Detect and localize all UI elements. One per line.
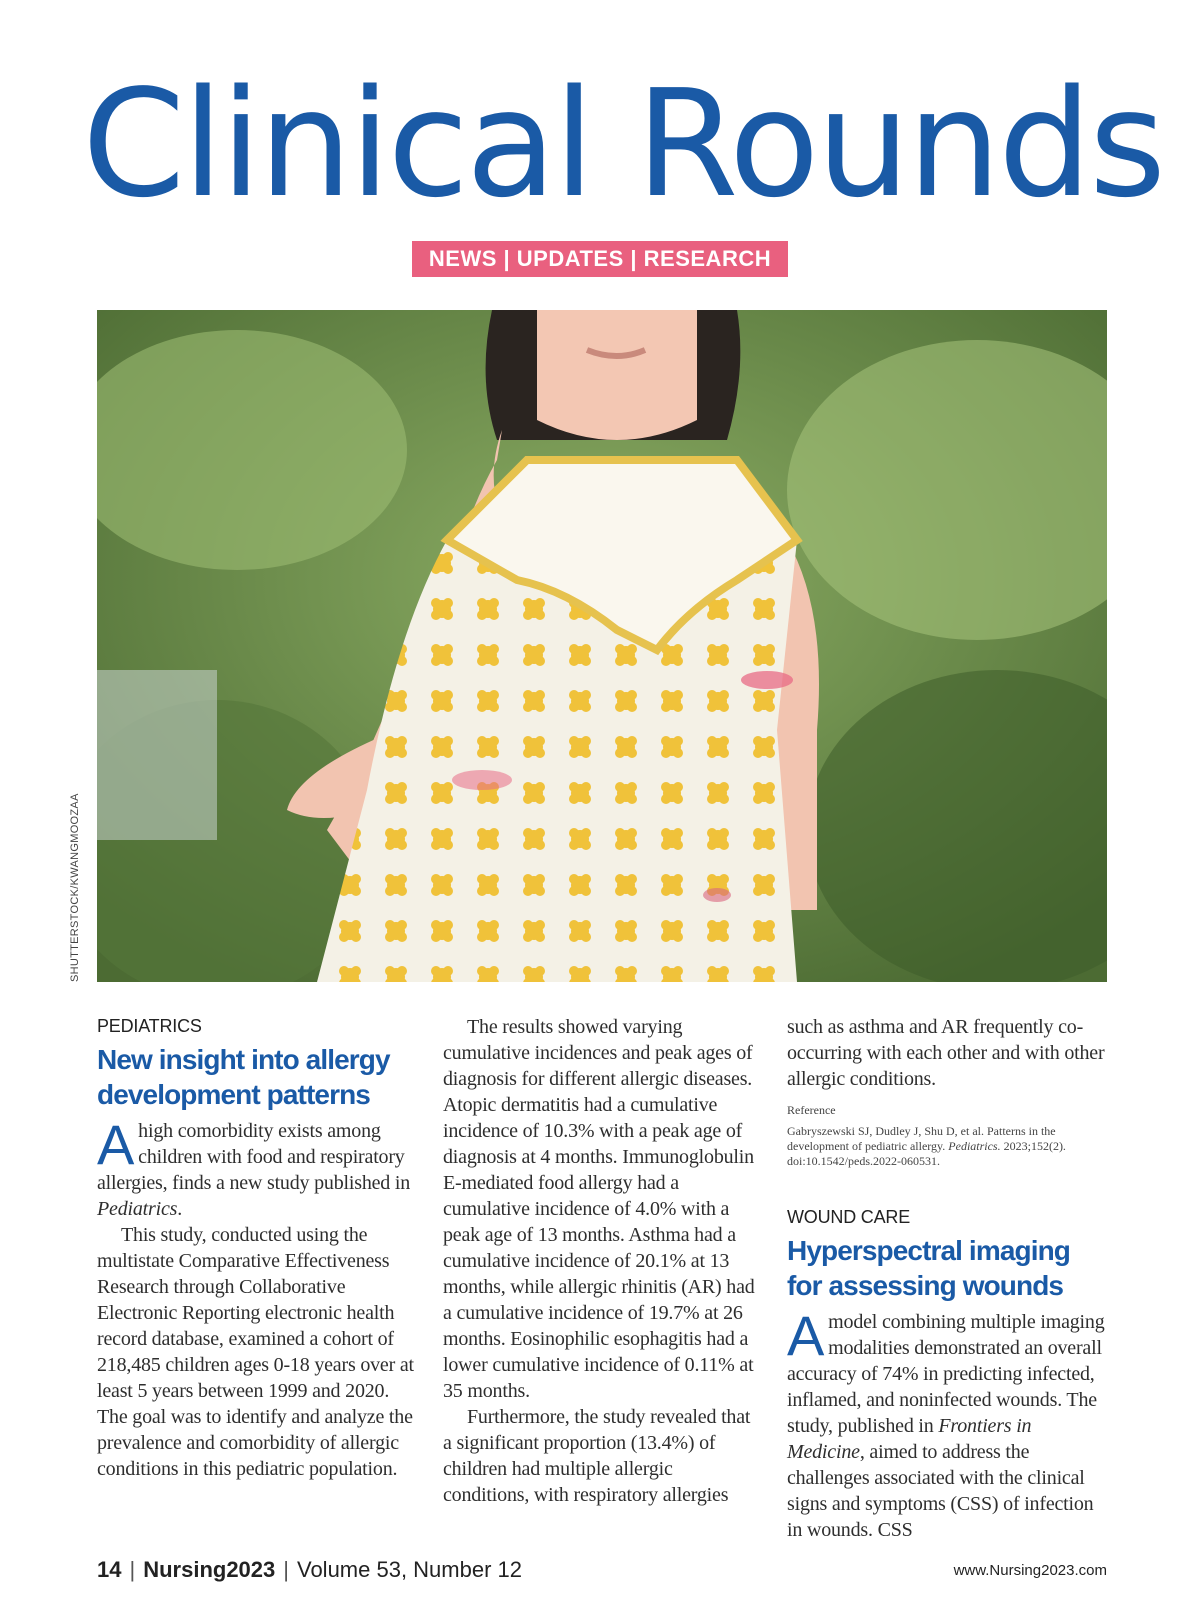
- page-footer: [97, 1555, 1107, 1585]
- reference-citation: [787, 1124, 1107, 1169]
- reference-authors: Gabryszewski SJ, Dudley J, Shu D, et al. Patterns in the development of pediatric allergy.: [787, 1124, 1056, 1153]
- footer-folio: 14 | Nursing2023 | Volume 53, Number 12: [97, 1557, 523, 1582]
- article-column-2: [443, 1014, 761, 1508]
- article2-section-label: WOUND CARE: [787, 1207, 910, 1227]
- masthead-title: Clinical Rounds: [82, 58, 1164, 230]
- reference-journal: Pediatrics.: [948, 1139, 1001, 1153]
- article1-paragraph-4-continued: such as asthma and AR frequently co-occurring with each other and with other allergic conditions.: [787, 1016, 1105, 1090]
- photo-credit: SHUTTERSTOCK/KWANGMOOZAA: [69, 793, 81, 982]
- article2-p1-text: model combining multiple imaging modalities demonstrated an overall accuracy of 74% in predicting infected, inflamed, and noninfected wounds. The study, published in: [787, 1311, 1105, 1437]
- article2-dropcap: A: [787, 1304, 825, 1367]
- article2-paragraph-1: [787, 1304, 1107, 1543]
- article-column-1: [97, 1014, 415, 1482]
- child-allergy-illustration: [97, 310, 1107, 982]
- article1-p1-text: high comorbidity exists among children with food and respiratory allergies, finds a new study published in: [97, 1120, 411, 1194]
- article1-dropcap: A: [97, 1113, 135, 1176]
- article1-paragraph-3: The results showed varying cumulative incidences and peak ages of diagnosis for different allergic diseases. Atopic dermatitis had a cumulative incidence of 10.3% with a peak age of diagnosis at 4 months. Immunoglobulin E-mediated food allergy had a cumulative incidence of 4.0% with a peak age of 13 months. Asthma had a cumulative incidence of 20.1% at 13 months, while allergic rhinitis (AR) had a cumulative incidence of 19.7% at 26 months. Eosinophilic esophagitis had a lower cumulative incidence of 0.11% at 35 months.: [443, 1016, 755, 1402]
- article1-headline: New insight into allergy development patterns: [97, 1044, 390, 1110]
- journal-name: Nursing2023: [143, 1557, 276, 1582]
- article-photo: [97, 310, 1107, 982]
- article2-journal-name: Frontiers in Medicine: [787, 1415, 1032, 1463]
- article1-journal-name: Pediatrics: [97, 1198, 178, 1220]
- article1-section-label: PEDIATRICS: [97, 1016, 202, 1036]
- issue-info: Volume 53, Number 12: [296, 1557, 523, 1582]
- article1-paragraph-1: [97, 1113, 415, 1222]
- reference-doi: 2023;152(2). doi:10.1542/peds.2022-060531.: [787, 1139, 1066, 1168]
- section-tagline: NEWS | UPDATES | RESEARCH: [412, 241, 788, 277]
- article1-paragraph-2: This study, conducted using the multistate Comparative Effectiveness Research through Collaborative Electronic Reporting electronic health record database, examined a cohort of 218,485 children ages 0-18 years over at least 5 years between 1999 and 2020. The goal was to identify and analyze the prevalence and comorbidity of allergic conditions in this pediatric population.: [97, 1224, 414, 1480]
- article-column-3: [787, 1014, 1107, 1543]
- article1-paragraph-4: Furthermore, the study revealed that a significant proportion (13.4%) of children had multiple allergic conditions, with respiratory allergies: [443, 1406, 751, 1506]
- article2-headline: Hyperspectral imaging for assessing wounds: [787, 1235, 1070, 1301]
- website-link[interactable]: www.Nursing2023.com: [953, 1562, 1107, 1579]
- article1-p1-end: .: [177, 1198, 183, 1220]
- page-number: 14: [97, 1557, 122, 1582]
- reference-label: Reference: [787, 1103, 836, 1117]
- article2-p1-end: , aimed to address the challenges associated with the clinical signs and symptoms (CSS) of infection in wounds. CSS: [787, 1441, 1094, 1541]
